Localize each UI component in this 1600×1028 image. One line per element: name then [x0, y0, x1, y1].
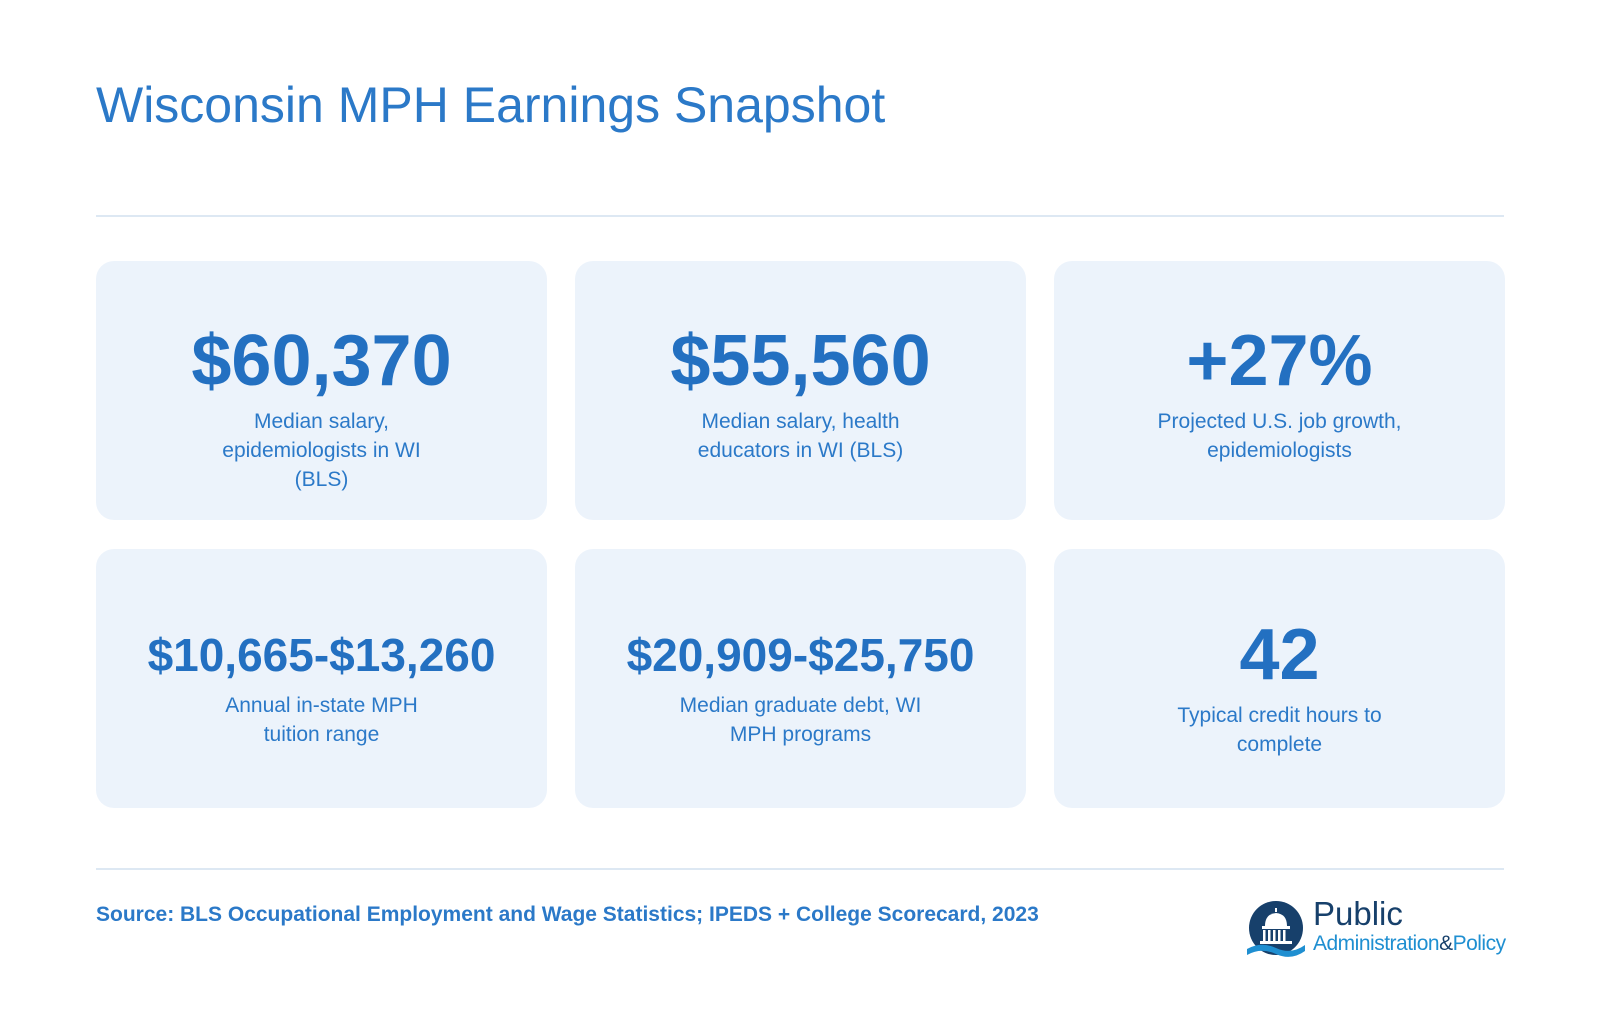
- stat-card-epidemiologist-salary: [96, 261, 547, 520]
- stat-label: [1054, 407, 1505, 465]
- stat-label-line: Median salary,: [253, 410, 389, 433]
- capitol-dome-icon: [1245, 899, 1307, 961]
- page-title: Wisconsin MPH Earnings Snapshot: [96, 77, 886, 133]
- stat-label-line: Projected U.S. job growth,: [1157, 410, 1402, 433]
- stat-label: [575, 691, 1026, 749]
- stat-label-line: Median graduate debt, WI: [679, 694, 922, 717]
- brand-logo: [1245, 895, 1505, 965]
- stat-label-line: tuition range: [263, 723, 380, 746]
- top-divider: [96, 215, 1504, 217]
- stat-label: [96, 691, 547, 749]
- stat-label-line: epidemiologists in WI: [222, 439, 421, 462]
- stat-label: [1054, 701, 1505, 759]
- logo-word-public: Public: [1313, 895, 1403, 932]
- stat-label-line: complete: [1236, 733, 1323, 756]
- stat-label-line: epidemiologists: [1207, 439, 1352, 462]
- stat-value: $20,909-$25,750: [626, 629, 975, 681]
- stat-label-line: (BLS): [294, 468, 349, 491]
- source-citation: Source: BLS Occupational Employment and Wage Statistics; IPEDS + College Scorecard, 2023: [96, 903, 1039, 926]
- stat-value: +27%: [1186, 321, 1373, 401]
- stat-card-credit-hours: [1054, 549, 1505, 808]
- stat-label-line: MPH programs: [729, 723, 872, 746]
- logo-word-policy: Policy: [1452, 932, 1506, 955]
- logo-word-administration: Administration: [1313, 932, 1440, 955]
- bottom-divider: [96, 868, 1504, 870]
- stats-grid: [96, 261, 1504, 808]
- stat-value: $10,665-$13,260: [147, 629, 496, 681]
- stat-label-line: educators in WI (BLS): [697, 439, 904, 462]
- logo-ampersand: &: [1439, 932, 1453, 955]
- stat-label-line: Annual in-state MPH: [225, 694, 418, 717]
- stat-value: 42: [1239, 615, 1320, 695]
- stat-value: $55,560: [670, 321, 931, 401]
- stat-label: [96, 407, 547, 494]
- stat-label: [575, 407, 1026, 465]
- stat-card-graduate-debt: [575, 549, 1026, 808]
- stat-card-job-growth: [1054, 261, 1505, 520]
- stat-card-tuition-range: [96, 549, 547, 808]
- stat-value: $60,370: [191, 321, 452, 401]
- stat-label-line: Typical credit hours to: [1177, 704, 1382, 727]
- stat-label-line: Median salary, health: [701, 410, 900, 433]
- logo-word-admin-policy: [1313, 933, 1506, 954]
- stat-card-health-educator-salary: [575, 261, 1026, 520]
